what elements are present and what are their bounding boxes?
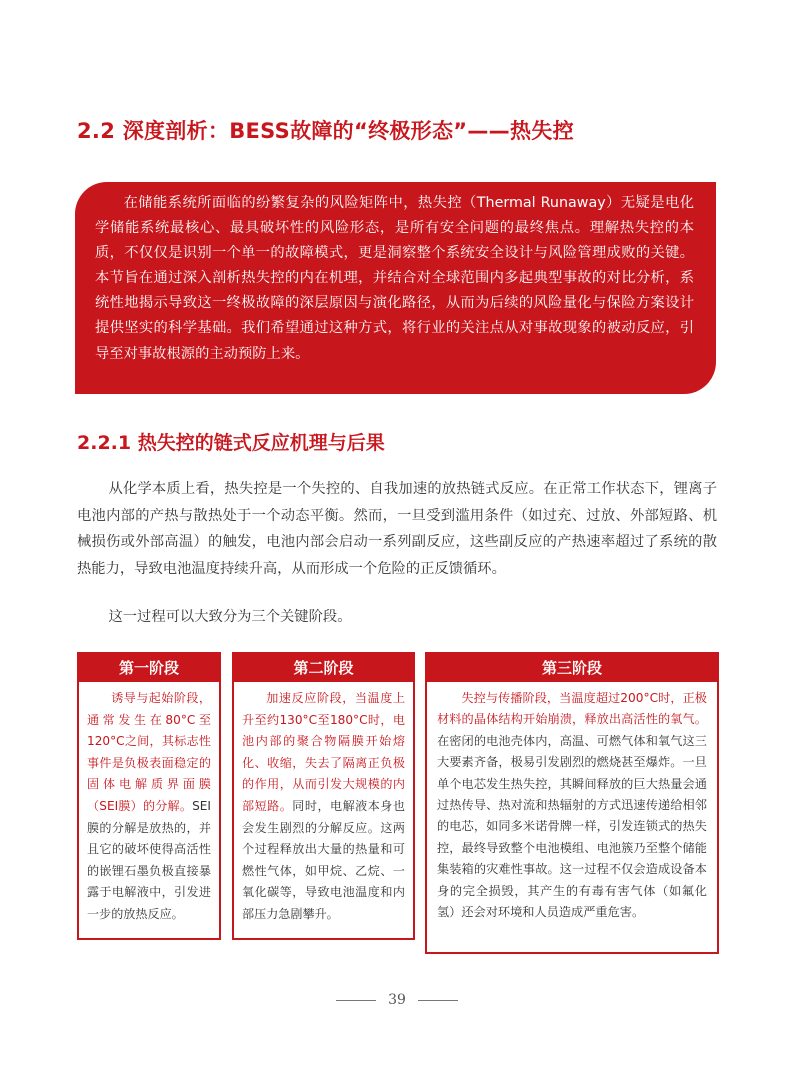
stage-text: SEI膜的分解是放热的，并且它的破坏使得高活性的嵌锂石墨负极直接暴露于电解液中，引发进一步的放热反应。 xyxy=(87,798,211,921)
stage-highlight: 当温度超过200°C时，正极材料的晶体结构开始崩溃，释放出高活性的氧气。 xyxy=(437,691,707,727)
stage-title: 第一阶段 xyxy=(79,654,219,682)
section-heading: 2.2 深度剖析：BESS故障的“终极形态”——热失控 xyxy=(77,119,574,143)
body-paragraph: 从化学本质上看，热失控是一个失控的、自我加速的放热链式反应。在正常工作状态下，锂离子电池内部的产热与散热处于一个动态平衡。然而，一旦受到滥用条件（如过充、过放、外部短路、机械损伤或外部高温）的触发，电池内部会启动一系列副反应，这些副反应的产热速率超过了系统的散热能力，导致电池温度持续升高，从而形成一个危险的正反馈循环。 xyxy=(77,481,717,577)
page-number: 39 xyxy=(388,992,406,1008)
stage-label: 诱导与起始阶段， xyxy=(111,691,211,705)
footer-rule-left xyxy=(336,1000,376,1001)
subsection-heading: 2.2.1 热失控的链式反应机理与后果 xyxy=(77,432,385,454)
stages-lead-paragraph: 这一过程可以大致分为三个关键阶段。 xyxy=(108,609,352,625)
stage-text: 在密闭的电池壳体内，高温、可燃气体和氧气这三大要素齐备，极易引发剧烈的燃烧甚至爆炸。一旦单个电芯发生热失控，其瞬间释放的巨大热量会通过热传导、热对流和热辐射的方式迅速传递给相邻的电芯，如同多米诺骨牌一样，引发连锁式的热失控，最终导致整个电池模组、电池簇乃至整个储能集装箱的灾难性事故。这一过程不仅会造成设备本身的完全损毁，其产生的有毒有害气体（如氟化氢）还会对环境和人员造成严重危害。 xyxy=(437,733,707,920)
stage-body xyxy=(427,682,717,923)
stage-card-2 xyxy=(232,652,415,940)
stage-text: 同时，电解液本身也会发生剧烈的分解反应。这两个过程释放出大量的热量和可燃性气体，如甲烷、乙烷、一氧化碳等，导致电池温度和内部压力急剧攀升。 xyxy=(242,798,405,921)
footer-rule-right xyxy=(418,1000,458,1001)
stage-body xyxy=(234,682,413,926)
stage-card-3 xyxy=(425,652,719,954)
stage-highlight: 当温度上升至约130°C至180°C时，电池内部的聚合物隔膜开始熔化、收缩，失去了隔离正负极的作用，从而引发大规模的内部短路。 xyxy=(242,691,405,813)
stage-label: 失控与传播阶段， xyxy=(461,691,560,705)
stage-body xyxy=(79,682,219,926)
stage-label: 加速反应阶段， xyxy=(266,691,355,705)
stage-title: 第二阶段 xyxy=(234,654,413,682)
stage-card-1 xyxy=(77,652,221,940)
page-footer xyxy=(0,992,794,1008)
stage-title: 第三阶段 xyxy=(427,654,717,682)
stage-highlight: 通常发生在80°C至120°C之间，其标志性事件是负极表面稳定的固体电解质界面膜（SEI膜）的分解。 xyxy=(87,712,211,813)
intro-callout: 在储能系统所面临的纷繁复杂的风险矩阵中，热失控（Thermal Runaway）无疑是电化学储能系统最核心、最具破坏性的风险形态，是所有安全问题的最终焦点。理解热失控的本质，不仅仅是识别一个单一的故障模式，更是洞察整个系统安全设计与风险管理成败的关键。本节旨在通过深入剖析热失控的内在机理，并结合对全球范围内多起典型事故的对比分析，系统性地揭示导致这一终极故障的深层原因与演化路径，从而为后续的风险量化与保险方案设计提供坚实的科学基础。我们希望通过这种方式，将行业的关注点从对事故现象的被动反应，引导至对事故根源的主动预防上来。 xyxy=(75,182,716,394)
